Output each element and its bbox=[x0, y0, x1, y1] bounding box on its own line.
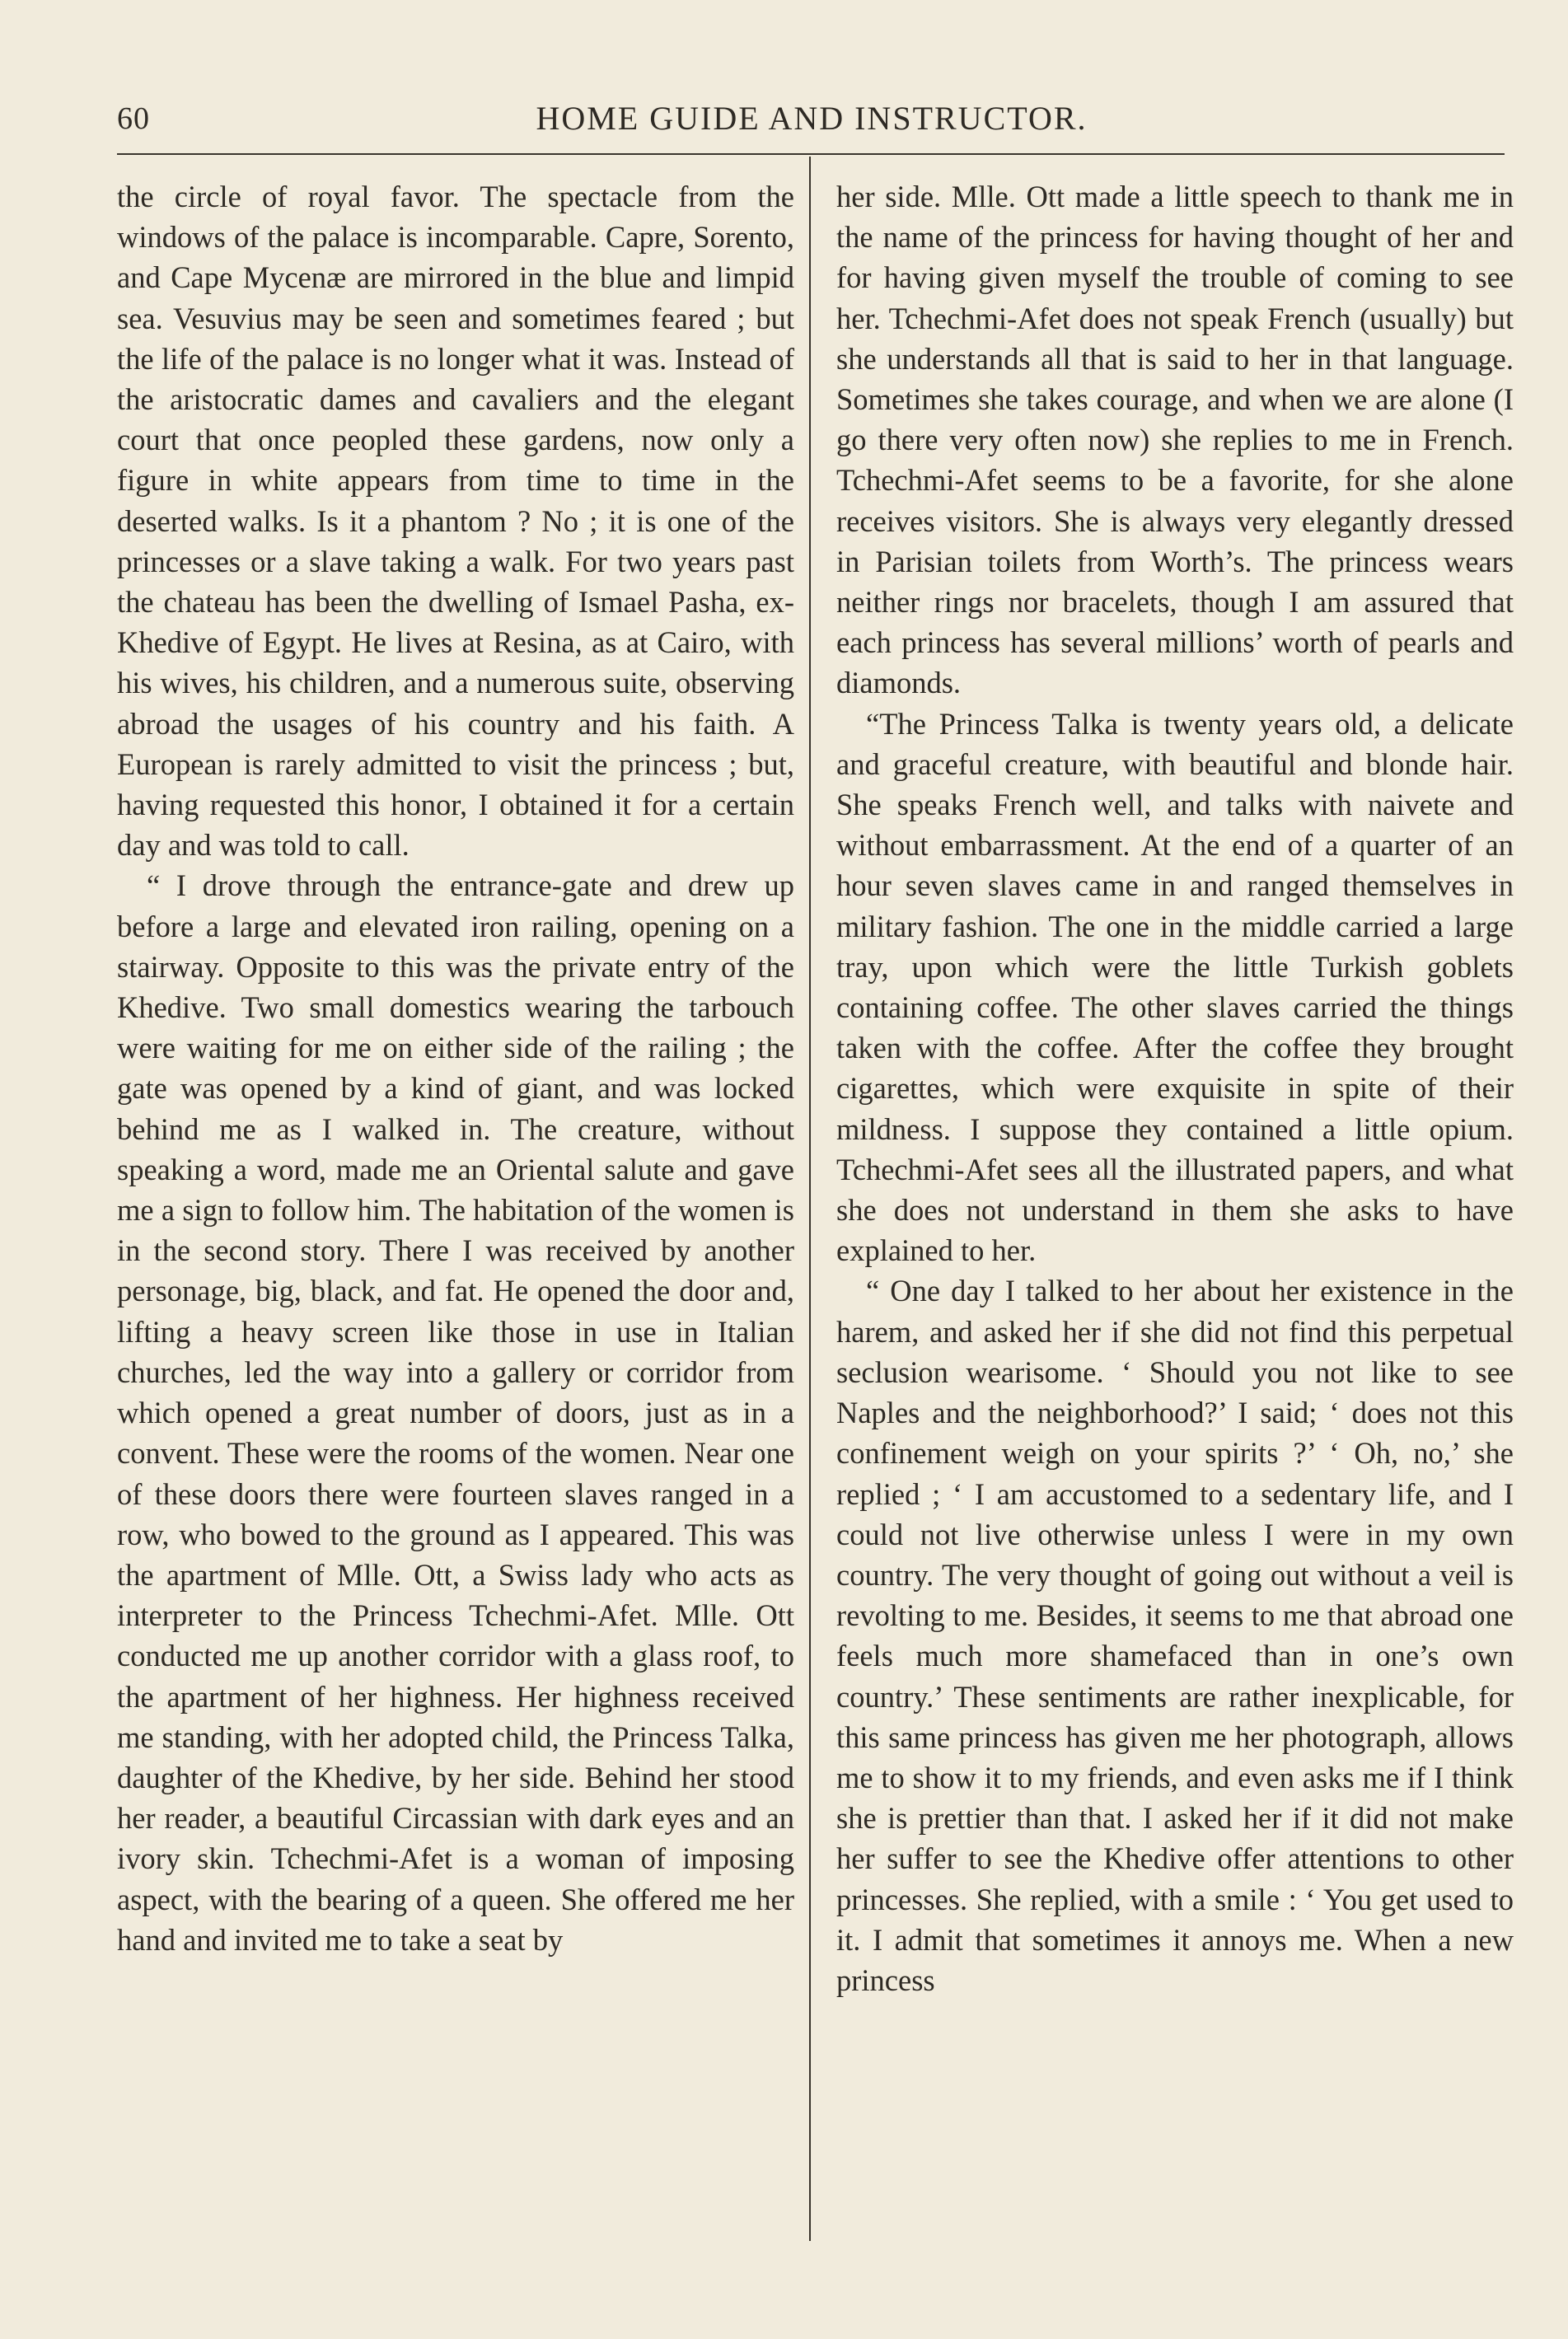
paragraph: “The Princess Talka is twenty years old, a delicate and graceful creature, with beautiful and blonde hair. She speaks French well, and talks with naivete and without embarrassment. At the end of a quarter of an hour seven slaves came in and ranged themselves in military fashion. The one in the middle carried a large tray, upon which were the little Turkish goblets containing coffee. The other slaves carried the things taken with the coffee. After the coffee they brought cigarettes, which were exquisite in spite of their mildness. I suppose they contained a little opium. Tchechmi-Afet sees all the illustrated papers, and what she does not understand in them she asks to have explained to her. bbox=[836, 706, 1514, 1268]
page-header bbox=[117, 89, 1506, 147]
paragraph: “ I drove through the entrance-gate and drew up before a large and elevated iron railing, opening on a stairway. Opposite to this was the private entry of the Khedive. Two small domestics wearing the tarbouch were waiting for me on either side of the railing ; the gate was opened by a kind of giant, and was locked behind me as I walked in. The creature, without speaking a word, made me an Oriental salute and gave me a sign to follow him. The habitation of the women is in the second story. There I was received by another personage, big, black, and fat. He opened the door and, lifting a heavy screen like those in use in Italian churches, led the way into a gallery or corridor from which opened a great number of doors, just as in a convent. These were the rooms of the women. Near one of these doors there were fourteen slaves ranged in a row, who bowed to the ground as I appeared. This was the apartment of Mlle. Ott, a Swiss lady who acts as interpreter to the Princess Tchechmi-Afet. Mlle. Ott conducted me up another corridor with a glass roof, to the apartment of her highness. Her highness received me standing, with her adopted child, the Princess Talka, daughter of the Khedive, by her side. Behind her stood her reader, a beautiful Circassian with dark eyes and an ivory skin. Tchechmi-Afet is a woman of imposing aspect, with the bearing of a queen. She offered me her hand and invited me to take a seat by bbox=[117, 868, 794, 1957]
running-head: HOME GUIDE AND INSTRUCTOR. bbox=[536, 100, 1088, 137]
left-column bbox=[117, 176, 794, 1960]
header-rule bbox=[117, 153, 1505, 155]
paragraph: “ One day I talked to her about her existence in the harem, and asked her if she did not find this perpetual seclusion wearisome. ‘ Should you not like to see Naples and the neighborhood?’ I said; ‘ does not this confinement weigh on your spirits ?’ ‘ Oh, no,’ she replied ; ‘ I am accustomed to a sedentary life, and I could not live otherwise unless I were in my own country. The very thought of going out without a veil is revolting to me. Besides, it seems to me that abroad one feels much more shamefaced than in one’s own country.’ These sentiments are rather inexplicable, for this same princess has given me her photograph, allows me to show it to my friends, and even asks me if I think she is prettier than that. I asked her if it did not make her suffer to see the Khedive offer attentions to other princesses. She replied, with a smile : ‘ You get used to it. I admit that sometimes it annoys me. When a new princess bbox=[836, 1274, 1514, 1997]
right-column bbox=[836, 176, 1514, 2000]
page-number: 60 bbox=[117, 101, 150, 136]
column-divider bbox=[809, 157, 811, 2241]
paragraph: her side. Mlle. Ott made a little speech to thank me in the name of the princess for having thought of her and for having given myself the trouble of coming to see her. Tchechmi-Afet does not speak French (usually) but she understands all that is said to her in that language. Sometimes she takes courage, and when we are alone (I go there very often now) she replies to me in French. Tchechmi-Afet seems to be a favorite, for she alone receives visitors. She is always very elegantly dressed in Parisian toilets from Worth’s. The princess wears neither rings nor bracelets, though I am assured that each princess has several millions’ worth of pearls and diamonds. bbox=[836, 180, 1514, 700]
paragraph: the circle of royal favor. The spectacle from the windows of the palace is incomparable. Capre, Sorento, and Cape Mycenæ are mirrored in the blue and limpid sea. Vesuvius may be seen and sometimes feared ; but the life of the palace is no longer what it was. Instead of the aristocratic dames and cavaliers and the elegant court that once peopled these gardens, now only a figure in white appears from time to time in the deserted walks. Is it a phantom ? No ; it is one of the princesses or a slave taking a walk. For two years past the chateau has been the dwelling of Ismael Pasha, ex-Khedive of Egypt. He lives at Resina, as at Cairo, with his wives, his children, and a numerous suite, observing abroad the usages of his country and his faith. A European is rarely admitted to visit the princess ; but, having requested this honor, I obtained it for a certain day and was told to call. bbox=[117, 180, 794, 863]
